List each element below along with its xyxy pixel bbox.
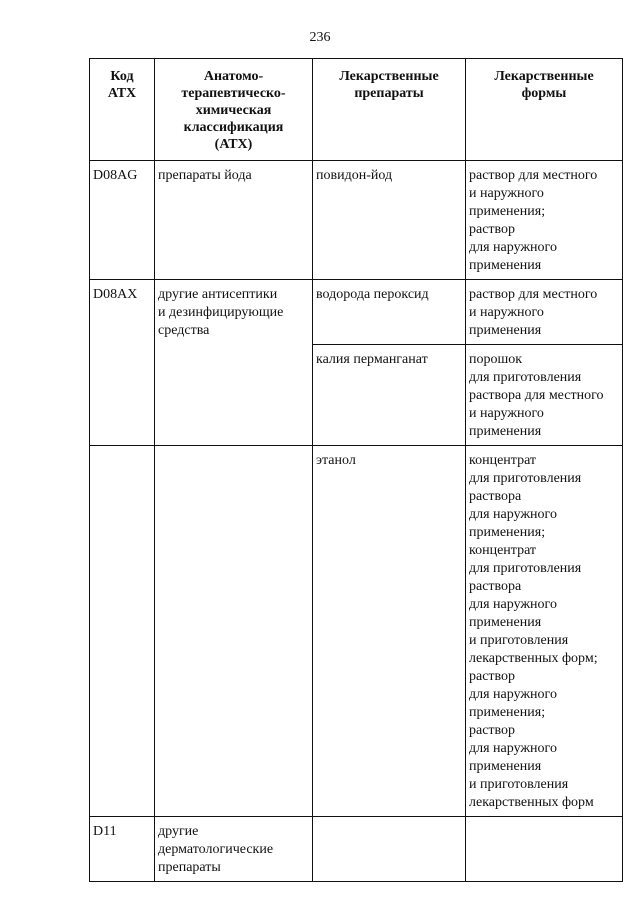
header-atx-classification: Анатомо- терапевтическо- химическая классификация (АТХ) xyxy=(155,59,313,161)
drug-cell: водорода пероксид xyxy=(313,280,466,345)
classification-cell: препараты йода xyxy=(155,161,313,280)
header-drugs: Лекарственные препараты xyxy=(313,59,466,161)
atx-code-cell: D08AG xyxy=(90,161,155,280)
drug-cell xyxy=(313,817,466,882)
drug-cell: калия перманганат xyxy=(313,345,466,446)
table-row xyxy=(90,446,623,817)
atx-code-cell: D11 xyxy=(90,817,155,882)
classification-cell xyxy=(155,446,313,817)
atx-drug-table xyxy=(89,58,623,882)
atx-code-cell xyxy=(90,446,155,817)
forms-cell: раствор для местного и наружного применения; раствор для наружного применения xyxy=(466,161,623,280)
classification-cell: другие антисептики и дезинфицирующие средства xyxy=(155,280,313,446)
classification-cell: другие дерматологические препараты xyxy=(155,817,313,882)
table-row xyxy=(90,817,623,882)
forms-cell xyxy=(466,817,623,882)
page-number: 236 xyxy=(309,30,331,45)
table-row xyxy=(90,280,623,345)
atx-code-cell: D08AX xyxy=(90,280,155,446)
forms-cell: концентрат для приготовления раствора для наружного применения; концентрат для приготовления раствора для наружного применения и приготовления лекарственных форм; раствор для наружного применения; раствор для наружного применения и приготовления лекарственных форм xyxy=(466,446,623,817)
table-header-row xyxy=(90,59,623,161)
table-row xyxy=(90,161,623,280)
header-dosage-forms: Лекарственные формы xyxy=(466,59,623,161)
forms-cell: раствор для местного и наружного применения xyxy=(466,280,623,345)
header-atx-code: Код АТХ xyxy=(90,59,155,161)
forms-cell: порошок для приготовления раствора для местного и наружного применения xyxy=(466,345,623,446)
drug-cell: этанол xyxy=(313,446,466,817)
drug-cell: повидон-йод xyxy=(313,161,466,280)
